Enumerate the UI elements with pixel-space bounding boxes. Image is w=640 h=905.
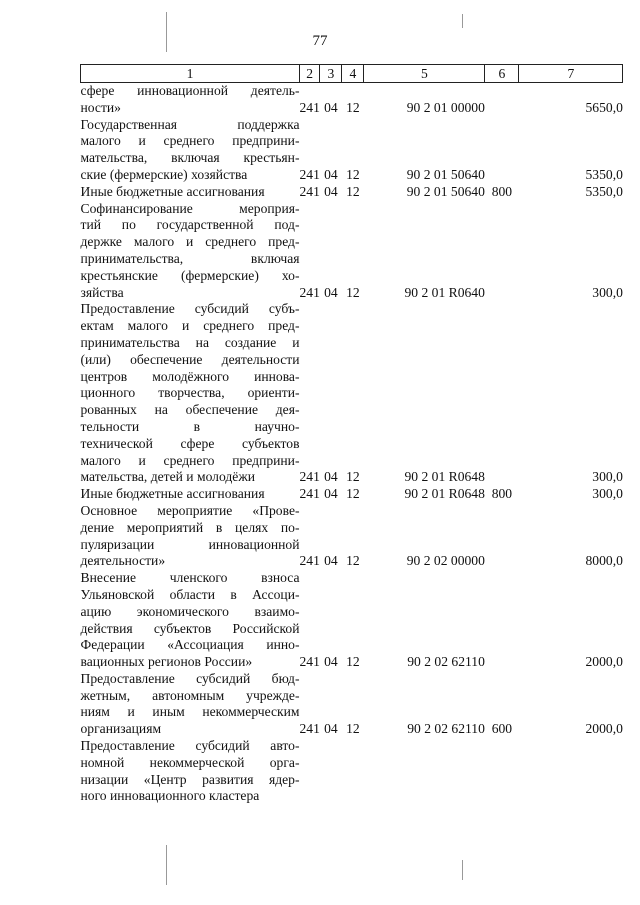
subsection-code: 12 xyxy=(346,183,360,199)
description-line: сфере инновационной деятель- xyxy=(80,83,300,98)
description-line: жетным, автономным учрежде- xyxy=(80,687,300,703)
target-article xyxy=(364,738,485,805)
description-line: деятельности» xyxy=(80,553,166,569)
description-line: низации «Центр развития ядер- xyxy=(80,771,300,787)
amount: 5350,0 xyxy=(585,183,623,199)
description-line: рованных на обеспечение дея- xyxy=(80,402,300,418)
subsection-code: 12 xyxy=(346,99,360,115)
description-line: зяйства xyxy=(80,284,124,300)
admin-code: 241 xyxy=(299,486,320,502)
page-number: 77 xyxy=(312,33,328,49)
section-code: 04 xyxy=(324,654,338,670)
description-line: Предоставление субсидий субъ- xyxy=(80,301,300,317)
table-row xyxy=(81,671,623,738)
col-header: 3 xyxy=(320,65,342,83)
scan-mark xyxy=(166,12,167,52)
expense-type xyxy=(485,83,519,117)
description-line: ционного творчества, ориенти- xyxy=(80,385,300,401)
target-article: 90 2 02 62110 xyxy=(407,721,485,737)
description-line: принимательства, включая xyxy=(80,250,300,266)
section-code: 04 xyxy=(324,486,338,502)
col-header: 4 xyxy=(342,65,364,83)
section-code: 04 xyxy=(324,99,338,115)
expense-type: 800 xyxy=(491,486,513,502)
description-line: Софинансирование мероприя- xyxy=(80,200,300,216)
description-line: ские (фермерские) хозяйства xyxy=(80,166,248,182)
description-line: Федерации «Ассоциация инно- xyxy=(80,637,300,653)
description-line: Ульяновской области в Ассоци- xyxy=(80,586,300,602)
admin-code: 241 xyxy=(299,469,320,485)
target-article: 90 2 01 R0640 xyxy=(404,284,485,300)
subsection-code: 12 xyxy=(346,166,360,182)
description-line: Иные бюджетные ассигнования xyxy=(80,183,265,199)
amount: 5350,0 xyxy=(585,166,623,182)
col-header: 7 xyxy=(519,65,623,83)
description-line: держке малого и среднего пред- xyxy=(80,234,300,250)
description-line: пуляризации инновационной xyxy=(80,536,300,552)
table-row xyxy=(81,738,623,805)
amount: 300,0 xyxy=(592,284,623,300)
item-description xyxy=(81,671,300,738)
amount: 8000,0 xyxy=(585,553,623,569)
description-line: тий по государственной под- xyxy=(80,217,300,233)
col-header: 5 xyxy=(364,65,485,83)
description-line: крестьянские (фермерские) хо- xyxy=(80,267,300,283)
target-article: 90 2 01 50640 xyxy=(406,166,485,182)
scan-mark xyxy=(166,845,167,885)
table-row xyxy=(81,83,623,117)
table-row xyxy=(81,301,623,486)
amount: 2000,0 xyxy=(585,721,623,737)
item-description xyxy=(81,201,300,302)
table-row xyxy=(81,486,623,503)
scan-mark xyxy=(462,14,463,28)
admin-code xyxy=(300,738,320,805)
item-description xyxy=(81,184,300,201)
description-line: ниям и иным некоммерческим xyxy=(80,704,300,720)
description-line: центров молодёжного иннова- xyxy=(80,368,300,384)
subsection-code: 12 xyxy=(346,654,360,670)
item-description xyxy=(81,301,300,486)
item-description xyxy=(81,738,300,805)
expense-type xyxy=(485,301,519,486)
description-line: малого и среднего предприни- xyxy=(80,133,300,149)
table-row xyxy=(81,570,623,671)
target-article: 90 2 01 R0648 xyxy=(404,486,485,502)
description-line: дение мероприятий в целях по- xyxy=(80,519,300,535)
amount: 2000,0 xyxy=(585,654,623,670)
subsection-code: 12 xyxy=(346,469,360,485)
admin-code: 241 xyxy=(299,721,320,737)
table-row xyxy=(81,117,623,184)
col-header: 2 xyxy=(300,65,320,83)
description-line: Внесение членского взноса xyxy=(80,570,300,586)
item-description xyxy=(81,503,300,570)
description-line: Предоставление субсидий бюд- xyxy=(80,670,300,686)
section-code: 04 xyxy=(324,183,338,199)
target-article: 90 2 01 50640 xyxy=(406,183,485,199)
scan-mark xyxy=(462,860,463,880)
description-line: (или) обеспечение деятельности xyxy=(80,351,300,367)
description-line: организациям xyxy=(80,721,162,737)
header-row xyxy=(81,65,623,83)
subsection-code: 12 xyxy=(346,486,360,502)
description-line: ацию экономического взаимо- xyxy=(80,603,300,619)
table-row xyxy=(81,503,623,570)
target-article: 90 2 02 62110 xyxy=(407,654,485,670)
description-line: мательства, детей и молодёжи xyxy=(80,469,255,485)
target-article: 90 2 01 R0648 xyxy=(404,469,485,485)
amount: 300,0 xyxy=(592,469,623,485)
amount: 300,0 xyxy=(592,486,623,502)
amount xyxy=(519,738,623,805)
budget-table xyxy=(80,64,623,805)
col-header: 1 xyxy=(81,65,300,83)
admin-code: 241 xyxy=(299,99,320,115)
expense-type xyxy=(485,117,519,184)
description-line: принимательства на создание и xyxy=(80,334,300,350)
admin-code: 241 xyxy=(299,166,320,182)
table-body xyxy=(81,83,623,806)
description-line: ности» xyxy=(80,99,121,115)
description-line: Предоставление субсидий авто- xyxy=(80,738,300,754)
expense-type xyxy=(485,503,519,570)
description-line: малого и среднего предприни- xyxy=(80,452,300,468)
table-row xyxy=(81,184,623,201)
description-line: Основное мероприятие «Прове- xyxy=(80,502,300,518)
expense-type xyxy=(485,570,519,671)
description-line: мательства, включая крестьян- xyxy=(80,150,300,166)
expense-type: 600 xyxy=(491,721,513,737)
expense-type: 800 xyxy=(491,183,513,199)
admin-code: 241 xyxy=(299,183,320,199)
section-code: 04 xyxy=(324,166,338,182)
subsection-code: 12 xyxy=(346,721,360,737)
description-line: вационных регионов России» xyxy=(80,654,253,670)
item-description xyxy=(81,570,300,671)
admin-code: 241 xyxy=(299,553,320,569)
subsection-code: 12 xyxy=(346,553,360,569)
description-line: Государственная поддержка xyxy=(80,116,300,132)
target-article: 90 2 02 00000 xyxy=(406,553,485,569)
table-row xyxy=(81,201,623,302)
section-code: 04 xyxy=(324,469,338,485)
target-article: 90 2 01 00000 xyxy=(406,99,485,115)
item-description xyxy=(81,486,300,503)
expense-type xyxy=(485,201,519,302)
description-line: технической сфере субъектов xyxy=(80,435,300,451)
col-header: 6 xyxy=(485,65,519,83)
section-code: 04 xyxy=(324,553,338,569)
description-line: действия субъектов Российской xyxy=(80,620,300,636)
section-code: 04 xyxy=(324,721,338,737)
item-description xyxy=(81,83,300,117)
section-code xyxy=(320,738,342,805)
description-line: ного инновационного кластера xyxy=(80,788,260,804)
expense-type xyxy=(485,738,519,805)
admin-code: 241 xyxy=(299,284,320,300)
description-line: Иные бюджетные ассигнования xyxy=(80,486,265,502)
description-line: номной некоммерческой орга- xyxy=(80,754,300,770)
section-code: 04 xyxy=(324,284,338,300)
description-line: тельности в научно- xyxy=(80,418,300,434)
description-line: ектам малого и среднего пред- xyxy=(80,318,300,334)
subsection-code xyxy=(342,738,364,805)
subsection-code: 12 xyxy=(346,284,360,300)
amount: 5650,0 xyxy=(585,99,623,115)
item-description xyxy=(81,117,300,184)
admin-code: 241 xyxy=(299,654,320,670)
